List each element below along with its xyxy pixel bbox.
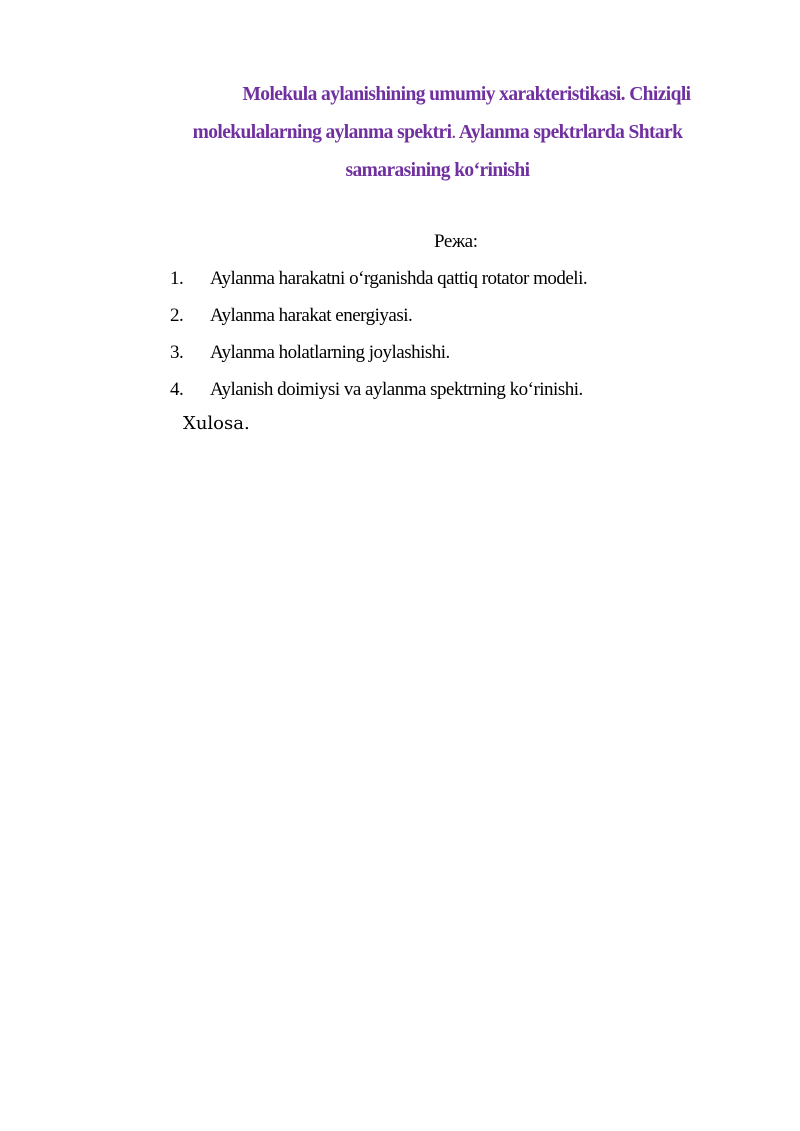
- plan-item-text: Aylanma harakat energiyasi.: [210, 305, 413, 326]
- title-line-2-separator: .: [451, 122, 456, 143]
- plan-item-number: 3.: [170, 342, 184, 363]
- plan-item: [170, 266, 587, 303]
- plan-list: [170, 266, 587, 414]
- plan-item-text: Aylanish doimiysi va aylanma spektrning ko‘rinishi.: [210, 379, 583, 400]
- title-line-2-rest: Aylanma spektrlarda Shtark: [455, 122, 683, 143]
- plan-item-text: Aylanma holatlarning joylashishi.: [210, 342, 450, 363]
- plan-item: [170, 303, 587, 340]
- title-line-2-main: molekulalarning aylanma spektri: [192, 122, 452, 143]
- plan-item: [170, 377, 587, 414]
- plan-item-number: 2.: [170, 305, 184, 326]
- title-line-2: [150, 114, 725, 152]
- title-line-1: Molekula aylanishining umumiy xarakteristikasi. Chiziqli: [242, 84, 691, 105]
- plan-item-number: 1.: [170, 268, 184, 289]
- document-title: [150, 76, 725, 190]
- conclusion-text: Xulosa.: [183, 413, 250, 434]
- plan-heading: Режа:: [434, 231, 478, 252]
- plan-item-number: 4.: [170, 379, 184, 400]
- plan-item-text: Aylanma harakatni o‘rganishda qattiq rotator modeli.: [210, 268, 588, 289]
- title-line-3: samarasining ko‘rinishi: [345, 160, 530, 181]
- plan-item: [170, 340, 587, 377]
